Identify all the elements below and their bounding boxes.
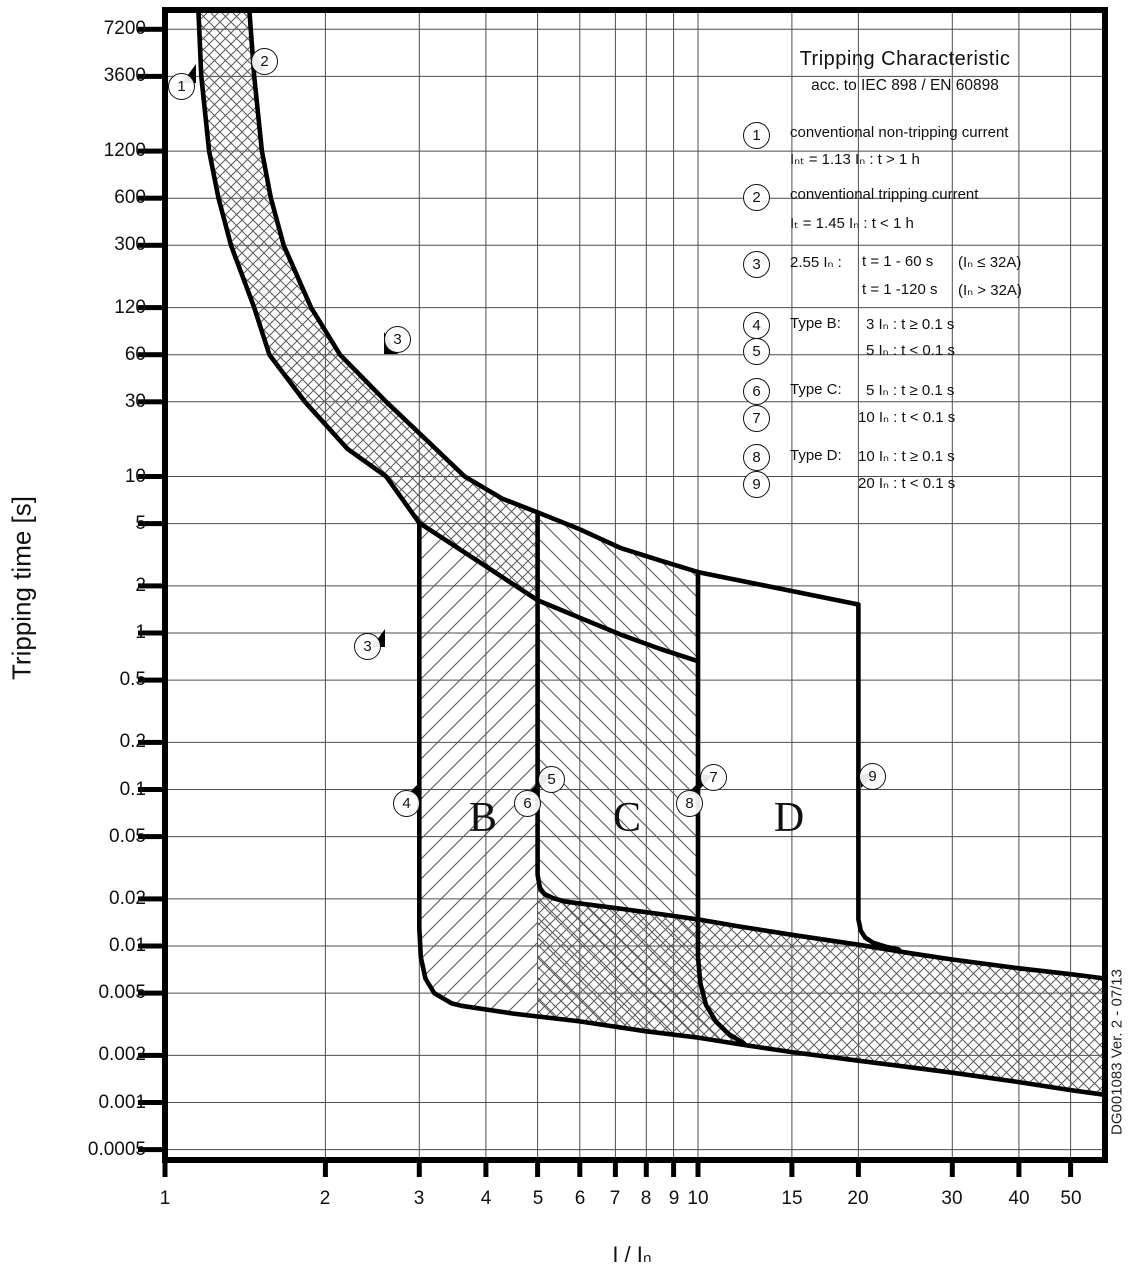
- legend-circle-4: 4: [743, 312, 770, 339]
- legend-text: 2.55 Iₙ :: [790, 254, 842, 271]
- x-tick-label: 5: [532, 1188, 544, 1209]
- x-tick-label: 15: [781, 1188, 803, 1209]
- legend-circle-7: 7: [743, 405, 770, 432]
- x-tick-mark: [644, 1160, 649, 1177]
- x-tick-label: 50: [1060, 1188, 1082, 1209]
- y-tick-label: 2: [135, 575, 146, 596]
- x-tick-mark: [417, 1160, 422, 1177]
- y-tick-label: 0.002: [98, 1044, 146, 1065]
- legend-circle-8: 8: [743, 444, 770, 471]
- x-tick-label: 9: [668, 1188, 680, 1209]
- curve-marker-9: 9: [859, 763, 886, 790]
- x-tick-mark: [856, 1160, 861, 1177]
- x-tick-label: 40: [1008, 1188, 1030, 1209]
- y-tick-label: 1: [135, 622, 146, 643]
- y-tick-label: 0.005: [98, 982, 146, 1003]
- legend-circle-5: 5: [743, 338, 770, 365]
- curve-marker-3: 3: [354, 633, 381, 660]
- x-tick-label: 6: [574, 1188, 586, 1209]
- y-tick-label: 7200: [103, 18, 146, 39]
- legend-text: t = 1 - 60 s: [862, 253, 934, 270]
- y-tick-label: 0.02: [109, 888, 146, 909]
- x-axis-title: I / Iₙ: [612, 1242, 652, 1267]
- x-tick-label: 4: [480, 1188, 492, 1209]
- curve-marker-6: 6: [514, 790, 541, 817]
- x-tick-mark: [163, 1160, 168, 1177]
- curve-marker-2: 2: [251, 48, 278, 75]
- x-tick-label: 7: [609, 1188, 621, 1209]
- legend-circle-3: 3: [743, 251, 770, 278]
- legend-circle-1: 1: [743, 122, 770, 149]
- y-tick-label: 0.2: [119, 731, 146, 752]
- legend-text: 5 Iₙ : t < 0.1 s: [866, 342, 955, 359]
- y-tick-label: 0.001: [98, 1092, 146, 1113]
- x-tick-mark: [323, 1160, 328, 1177]
- x-tick-mark: [535, 1160, 540, 1177]
- thermal-band: [198, 11, 537, 601]
- x-tick-mark: [1016, 1160, 1021, 1177]
- y-tick-label: 0.01: [109, 935, 146, 956]
- x-tick-mark: [950, 1160, 955, 1177]
- legend-text: (Iₙ > 32A): [958, 282, 1022, 299]
- x-tick-mark: [483, 1160, 488, 1177]
- chart-title: Tripping Characteristic: [799, 48, 1011, 70]
- y-tick-label: 600: [114, 187, 146, 208]
- y-tick-label: 10: [124, 466, 146, 487]
- y-tick-label: 300: [114, 234, 146, 255]
- legend-text: (Iₙ ≤ 32A): [958, 254, 1022, 271]
- legend-text: 3 Iₙ : t ≥ 0.1 s: [866, 316, 955, 333]
- y-axis-title: Tripping time [s]: [6, 496, 37, 680]
- legend-text: Iₜ = 1.45 Iₙ : t < 1 h: [790, 215, 914, 232]
- curve-marker-7: 7: [700, 764, 727, 791]
- legend-text: Type D:: [790, 447, 842, 464]
- y-tick-label: 3600: [103, 65, 146, 86]
- x-tick-mark: [789, 1160, 794, 1177]
- x-tick-label: 3: [413, 1188, 425, 1209]
- region-label-d: D: [773, 795, 805, 841]
- hatched-regions: [198, 11, 1105, 1095]
- y-tick-label: 60: [124, 344, 146, 365]
- y-tick-label: 5: [135, 513, 146, 534]
- x-tick-label: 30: [941, 1188, 963, 1209]
- x-tick-mark: [671, 1160, 676, 1177]
- x-tick-label: 1: [159, 1188, 171, 1209]
- region-label-b: B: [468, 795, 498, 841]
- legend-text: conventional tripping current: [790, 186, 979, 203]
- legend-text: conventional non-tripping current: [790, 124, 1009, 141]
- curve-marker-1: 1: [168, 73, 195, 100]
- x-tick-mark: [577, 1160, 582, 1177]
- y-tick-label: 0.5: [119, 669, 146, 690]
- legend-text: Iₙₜ = 1.13 Iₙ : t > 1 h: [790, 151, 920, 168]
- region-label-c: C: [612, 795, 642, 841]
- legend-text: 5 Iₙ : t ≥ 0.1 s: [866, 382, 955, 399]
- x-tick-label: 2: [319, 1188, 331, 1209]
- legend-text: Type B:: [790, 315, 841, 332]
- x-tick-label: 8: [640, 1188, 652, 1209]
- x-tick-mark: [613, 1160, 618, 1177]
- y-tick-label: 0.0005: [87, 1139, 146, 1160]
- legend-circle-9: 9: [743, 471, 770, 498]
- x-tick-mark: [696, 1160, 701, 1177]
- legend-text: 10 Iₙ : t < 0.1 s: [858, 409, 956, 426]
- curve-marker-5: 5: [538, 766, 565, 793]
- y-tick-label: 120: [114, 297, 146, 318]
- y-tick-label: 30: [124, 391, 146, 412]
- legend-text: 10 Iₙ : t ≥ 0.1 s: [858, 448, 955, 465]
- legend-text: Type C:: [790, 381, 842, 398]
- y-tick-label: 0.05: [109, 826, 146, 847]
- x-tick-label: 20: [847, 1188, 869, 1209]
- document-number-watermark: DG001083 Ver. 2 - 07/13: [1108, 969, 1126, 1135]
- legend-text: 20 Iₙ : t < 0.1 s: [858, 475, 956, 492]
- x-tick-label: 10: [687, 1188, 709, 1209]
- curve-marker-4: 4: [393, 790, 420, 817]
- y-tick-label: 0.1: [119, 779, 146, 800]
- legend-circle-2: 2: [743, 184, 770, 211]
- chart-subtitle: acc. to IEC 898 / EN 60898: [811, 77, 999, 94]
- type-b-region: [419, 523, 537, 1016]
- x-tick-mark: [1068, 1160, 1073, 1177]
- legend-circle-6: 6: [743, 378, 770, 405]
- curve-marker-8: 8: [676, 790, 703, 817]
- legend-text: t = 1 -120 s: [862, 281, 938, 298]
- curve-marker-3: 3: [384, 326, 411, 353]
- y-tick-label: 1200: [103, 140, 146, 161]
